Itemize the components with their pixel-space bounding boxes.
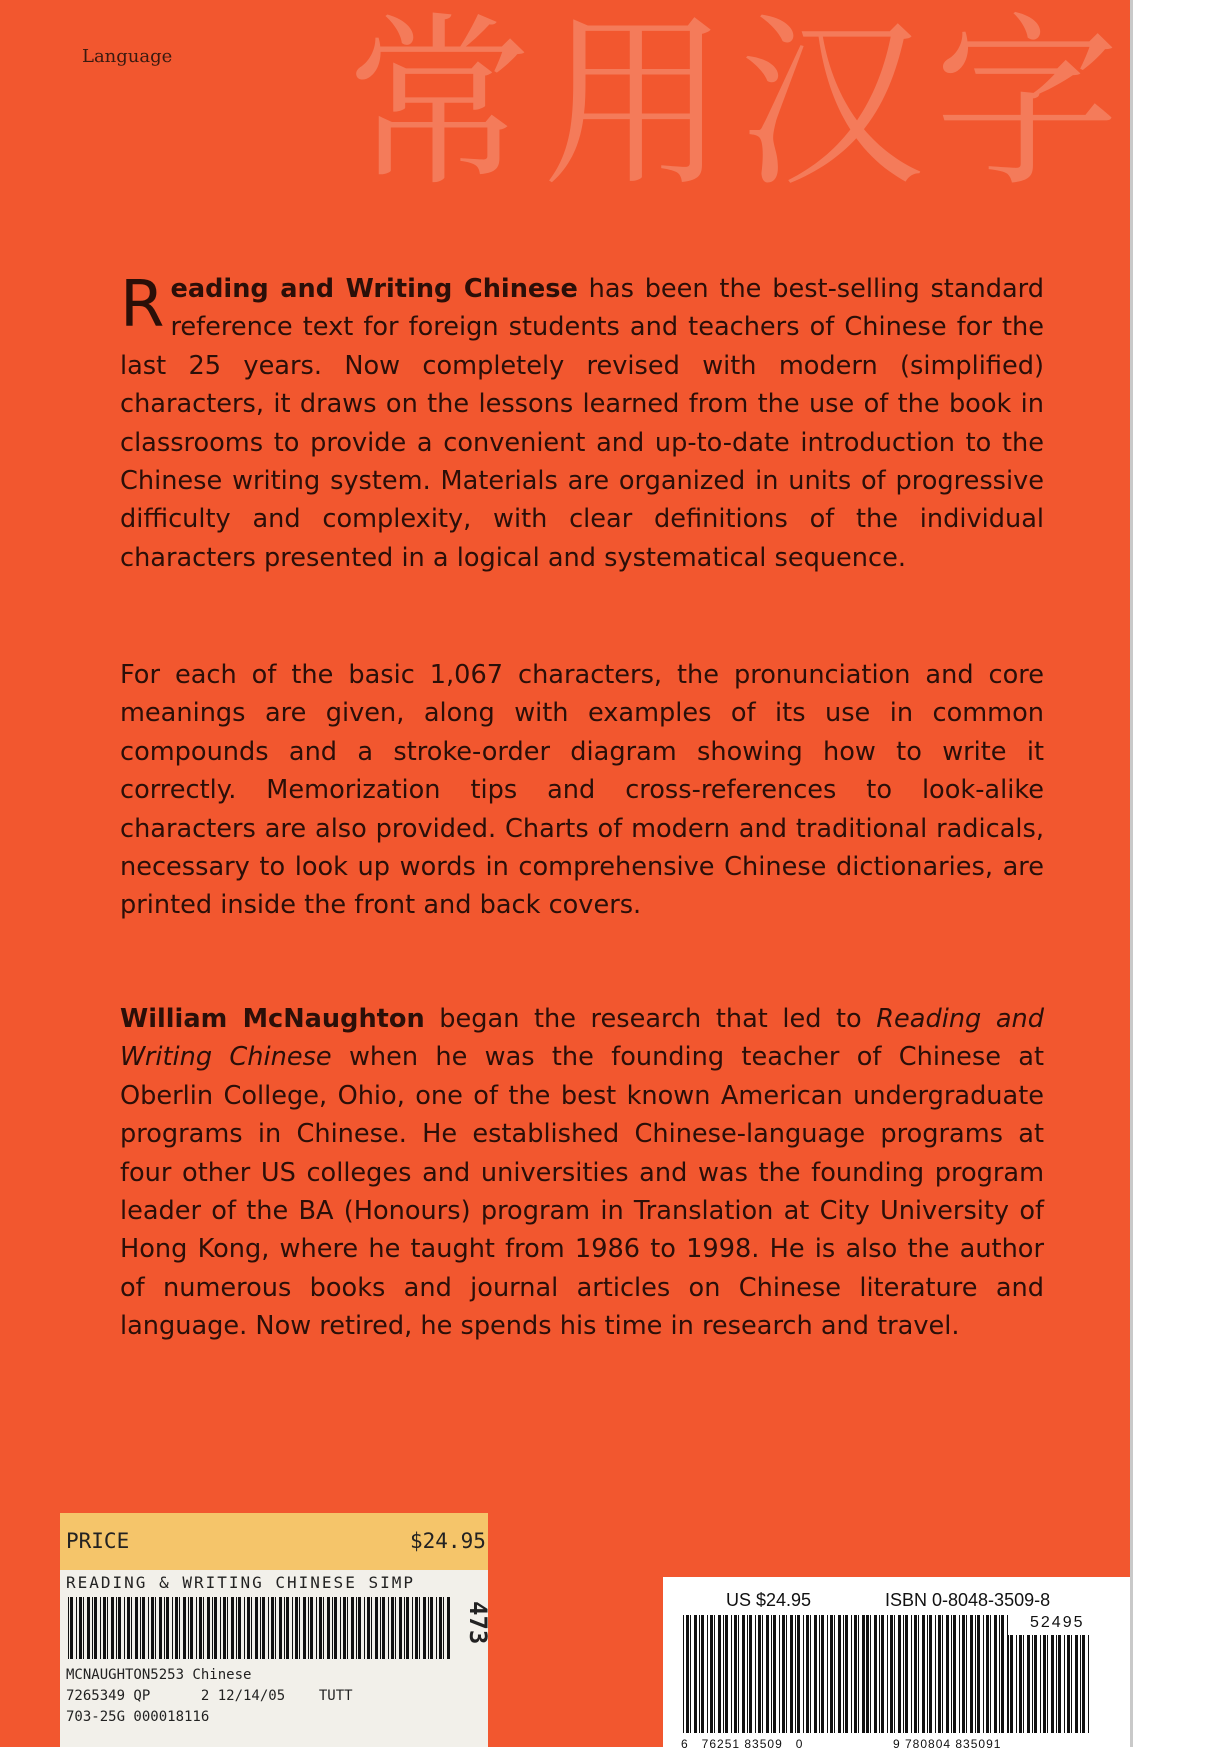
- ean-digits: 9 780804 835091: [893, 1737, 1002, 1751]
- barcode-bar: [1016, 1635, 1017, 1733]
- barcode-bar: [1034, 1635, 1037, 1733]
- barcode-bar: [999, 1615, 1000, 1733]
- barcode-bar: [244, 1597, 245, 1659]
- barcode-bar: [327, 1597, 330, 1659]
- barcode-bar: [131, 1597, 132, 1659]
- barcode-bar: [151, 1597, 154, 1659]
- barcode-bar: [707, 1615, 708, 1733]
- barcode-bar: [238, 1597, 241, 1659]
- barcode-bar: [1075, 1635, 1078, 1733]
- barcode-bar: [148, 1597, 149, 1659]
- barcode-bar: [382, 1597, 385, 1659]
- barcode-bar: [790, 1615, 793, 1733]
- barcode-bar: [172, 1597, 173, 1659]
- barcode-bar: [308, 1597, 309, 1659]
- barcode-bar: [946, 1615, 949, 1733]
- barcode-bar: [310, 1597, 313, 1659]
- isbn-barcode-box: [663, 1577, 1133, 1751]
- sticker-line-1: MCNAUGHTON5253 Chinese: [66, 1667, 252, 1683]
- barcode-bar: [854, 1615, 857, 1733]
- isbn-number: ISBN 0-8048-3509-8: [885, 1590, 1051, 1610]
- barcode-bar: [395, 1597, 396, 1659]
- barcode-bar: [262, 1597, 265, 1659]
- barcode-bar: [821, 1615, 824, 1733]
- description-paragraph-1: [120, 270, 1044, 577]
- barcode-bar: [766, 1615, 769, 1733]
- barcode-bar: [975, 1615, 976, 1733]
- barcode-bar: [953, 1615, 956, 1733]
- barcode-bar: [223, 1597, 226, 1659]
- book-title: eading and Writing Chinese: [170, 274, 578, 304]
- barcode-bar: [299, 1597, 300, 1659]
- barcode-bar: [292, 1597, 293, 1659]
- barcode-bar: [406, 1597, 409, 1659]
- barcode-bar: [343, 1597, 346, 1659]
- barcode-bar: [723, 1615, 724, 1733]
- barcode-bar: [103, 1597, 106, 1659]
- barcode-bar: [718, 1615, 721, 1733]
- barcode-bar: [1051, 1635, 1054, 1733]
- barcode-bar: [879, 1615, 880, 1733]
- barcode-bar: [962, 1615, 965, 1733]
- barcode-bar: [890, 1615, 893, 1733]
- price-sticker: [60, 1513, 492, 1747]
- barcode-bar: [797, 1615, 800, 1733]
- barcode-bar: [725, 1615, 728, 1733]
- barcode-bar: [966, 1615, 967, 1733]
- barcode-bar: [423, 1597, 426, 1659]
- barcode-bar: [918, 1615, 919, 1733]
- barcode-bar: [951, 1615, 952, 1733]
- barcode-bar: [404, 1597, 405, 1659]
- addon-digits: 52495: [1030, 1614, 1085, 1631]
- barcode-bar: [127, 1597, 130, 1659]
- barcode-bar: [742, 1615, 745, 1733]
- barcode-bar: [415, 1597, 418, 1659]
- barcode-bar: [436, 1597, 437, 1659]
- barcode-bar: [699, 1615, 700, 1733]
- barcode-bar: [819, 1615, 820, 1733]
- barcode-bar: [1071, 1635, 1072, 1733]
- barcode-bar: [207, 1597, 210, 1659]
- barcode-bar: [443, 1597, 444, 1659]
- barcode-bar: [271, 1597, 274, 1659]
- barcode-bar: [905, 1615, 908, 1733]
- barcode-bar: [428, 1597, 429, 1659]
- category-label: Language: [82, 46, 173, 67]
- author-name: William McNaughton: [120, 1004, 425, 1034]
- barcode-bar: [116, 1597, 117, 1659]
- barcode-bar: [755, 1615, 756, 1733]
- sticker-line-2: 7265349 QP 2 12/14/05 TUTT: [66, 1688, 353, 1704]
- barcode-bar: [686, 1615, 689, 1733]
- barcode-bar: [380, 1597, 381, 1659]
- upc-digits: 6 76251 83509 0: [681, 1737, 804, 1751]
- barcode-bar: [714, 1615, 715, 1733]
- barcode-bar: [977, 1615, 980, 1733]
- barcode-bar: [183, 1597, 186, 1659]
- barcode-bar: [199, 1597, 202, 1659]
- barcode-bar: [319, 1597, 322, 1659]
- barcode-bar: [1080, 1635, 1081, 1733]
- barcode-bar: [1032, 1635, 1033, 1733]
- barcode-bar: [731, 1615, 732, 1733]
- barcode-bar: [903, 1615, 904, 1733]
- barcode-bar: [260, 1597, 261, 1659]
- barcode-bar: [190, 1597, 193, 1659]
- barcode-bar: [830, 1615, 833, 1733]
- barcode-bar: [983, 1615, 984, 1733]
- barcode-bar: [196, 1597, 197, 1659]
- sticker-line-3: 703-25G 000018116: [66, 1709, 210, 1725]
- barcode-bar: [92, 1597, 93, 1659]
- price-value: $24.95: [410, 1529, 486, 1553]
- barcode-bar: [749, 1615, 752, 1733]
- barcode-bar: [79, 1597, 82, 1659]
- barcode-bar: [419, 1597, 420, 1659]
- barcode-bar: [347, 1597, 348, 1659]
- barcode-bar: [303, 1597, 306, 1659]
- ean-barcode: [863, 1615, 1013, 1733]
- barcode-bar: [231, 1597, 234, 1659]
- barcode-bar: [155, 1597, 156, 1659]
- barcode-bar: [942, 1615, 943, 1733]
- barcode-bar: [70, 1597, 73, 1659]
- description-text-1: has been the best-selling standard reference text for foreign students and teachers of Chinese for the last 25 years. Now completely revised with modern (simplified) characters, it draws on the lessons learned from the use of the book in classrooms to provide a convenient and up-to-date introduction to the Chinese writing system. Materials are organized in units of progressive difficulty and complexity, with clear definitions of the individual characters presented in a logical and systematical sequence.: [120, 274, 1044, 573]
- barcode-bar: [388, 1597, 389, 1659]
- author-bio: [120, 1000, 1044, 1346]
- barcode-bar: [94, 1597, 97, 1659]
- barcode-bar: [858, 1615, 859, 1733]
- barcode-bar: [164, 1597, 165, 1659]
- barcode-bar: [870, 1615, 871, 1733]
- barcode-bar: [214, 1597, 217, 1659]
- barcode-bar: [83, 1597, 84, 1659]
- sticker-title: READING & WRITING CHINESE SIMP: [66, 1573, 415, 1592]
- barcode-bar: [166, 1597, 169, 1659]
- barcode-bar: [1064, 1635, 1065, 1733]
- barcode-bar: [1043, 1635, 1046, 1733]
- barcode-bar: [107, 1597, 108, 1659]
- barcode-bar: [929, 1615, 932, 1733]
- description-paragraph-2: For each of the basic 1,067 characters, the pronunciation and core meanings are given, along with examples of its use in common compounds and a stroke-order diagram showing how to write it correctly. Memorization tips and cross-references to look-alike characters are also provided. Charts of modern and traditional radicals, necessary to look up words in comprehensive Chinese dictionaries, are printed inside the front and back covers.: [120, 660, 1044, 921]
- barcode-bar: [323, 1597, 324, 1659]
- drop-cap: R: [120, 268, 165, 342]
- barcode-bar: [1056, 1635, 1057, 1733]
- barcode-bar: [938, 1615, 941, 1733]
- author-bio-book-title: Reading and Writing Chinese: [120, 1004, 1045, 1073]
- barcode-bar: [782, 1615, 785, 1733]
- barcode-bar: [1023, 1635, 1024, 1733]
- barcode-bar: [1082, 1635, 1085, 1733]
- barcode-bar: [175, 1597, 178, 1659]
- barcode-bar: [898, 1615, 901, 1733]
- barcode-bar: [118, 1597, 121, 1659]
- barcode-bar: [430, 1597, 433, 1659]
- barcode-bar: [351, 1597, 354, 1659]
- barcode-bar: [843, 1615, 844, 1733]
- barcode-bar: [68, 1597, 69, 1659]
- barcode-bar: [447, 1597, 450, 1659]
- barcode-bar: [1001, 1615, 1004, 1733]
- barcode-bar: [922, 1615, 925, 1733]
- barcode-bar: [845, 1615, 848, 1733]
- barcode-bar: [399, 1597, 402, 1659]
- barcode-bar: [286, 1597, 289, 1659]
- barcode-bar: [701, 1615, 704, 1733]
- barcode-bar: [179, 1597, 180, 1659]
- barcode-bar: [914, 1615, 917, 1733]
- barcode-bar: [371, 1597, 372, 1659]
- barcode-bar: [188, 1597, 189, 1659]
- barcode-bar: [881, 1615, 884, 1733]
- barcode-bar: [356, 1597, 357, 1659]
- barcode-bar: [284, 1597, 285, 1659]
- barcode-bar: [375, 1597, 378, 1659]
- barcode-bar: [834, 1615, 835, 1733]
- barcode-bar: [212, 1597, 213, 1659]
- barcode-bar: [76, 1597, 77, 1659]
- upc-barcode: [683, 1615, 868, 1733]
- barcode-bar: [927, 1615, 928, 1733]
- barcode-bar: [87, 1597, 90, 1659]
- barcode-bar: [439, 1597, 442, 1659]
- barcode-bar: [227, 1597, 228, 1659]
- sticker-code: 473: [464, 1601, 492, 1645]
- us-price: US $24.95: [726, 1590, 812, 1610]
- barcode-bar: [771, 1615, 772, 1733]
- barcode-bar: [683, 1615, 684, 1733]
- barcode-bar: [894, 1615, 895, 1733]
- barcode-bar: [111, 1597, 114, 1659]
- barcode-bar: [990, 1615, 991, 1733]
- barcode-bar: [810, 1615, 811, 1733]
- barcode-bar: [1040, 1635, 1041, 1733]
- barcode-bar: [100, 1597, 101, 1659]
- barcode-bar: [874, 1615, 877, 1733]
- barcode-bar: [747, 1615, 748, 1733]
- barcode-bar: [247, 1597, 250, 1659]
- barcode-bar: [838, 1615, 841, 1733]
- barcode-bar: [779, 1615, 780, 1733]
- barcode-bar: [334, 1597, 337, 1659]
- barcode-bar: [795, 1615, 796, 1733]
- barcode-bar: [734, 1615, 737, 1733]
- barcode-bar: [391, 1597, 394, 1659]
- addon-barcode: [1008, 1635, 1093, 1733]
- barcode-bar: [236, 1597, 237, 1659]
- barcode-bar: [124, 1597, 125, 1659]
- barcode-bar: [159, 1597, 162, 1659]
- barcode-bar: [970, 1615, 973, 1733]
- barcode-bar: [251, 1597, 252, 1659]
- barcode-bar: [738, 1615, 739, 1733]
- barcode-bar: [367, 1597, 370, 1659]
- barcode-bar: [135, 1597, 138, 1659]
- barcode-bar: [295, 1597, 298, 1659]
- barcode-bar: [710, 1615, 713, 1733]
- barcode-bar: [1088, 1635, 1089, 1733]
- barcode-bar: [1008, 1635, 1009, 1733]
- barcode-bar: [279, 1597, 282, 1659]
- page-edge: [1130, 0, 1211, 1747]
- barcode-bar: [762, 1615, 763, 1733]
- barcode-bar: [827, 1615, 828, 1733]
- barcode-bar: [851, 1615, 852, 1733]
- barcode-bar: [994, 1615, 997, 1733]
- barcode-bar: [358, 1597, 361, 1659]
- barcode-bar: [364, 1597, 365, 1659]
- barcode-bar: [959, 1615, 960, 1733]
- barcode-bar: [814, 1615, 817, 1733]
- author-bio-text-1: began the research that led to: [424, 1004, 877, 1034]
- barcode-bar: [911, 1615, 912, 1733]
- barcode-bar: [412, 1597, 413, 1659]
- barcode-bar: [316, 1597, 317, 1659]
- barcode-bar: [986, 1615, 989, 1733]
- barcode-bar: [758, 1615, 761, 1733]
- barcode-bar: [340, 1597, 341, 1659]
- barcode-bar: [786, 1615, 787, 1733]
- barcode-bar: [866, 1615, 869, 1733]
- barcode-bar: [773, 1615, 776, 1733]
- barcode-bar: [268, 1597, 269, 1659]
- barcode-bar: [140, 1597, 141, 1659]
- barcode-bar: [1047, 1635, 1048, 1733]
- price-label: PRICE: [66, 1529, 130, 1553]
- barcode-bar: [275, 1597, 276, 1659]
- barcode-bar: [863, 1615, 864, 1733]
- barcode-bar: [694, 1615, 697, 1733]
- barcode-bar: [1010, 1635, 1013, 1733]
- chinese-watermark-title: 常用汉字: [346, 0, 1131, 212]
- barcode-bar: [935, 1615, 936, 1733]
- barcode-bar: [142, 1597, 145, 1659]
- barcode-bar: [887, 1615, 888, 1733]
- barcode-bar: [332, 1597, 333, 1659]
- barcode-bar: [203, 1597, 204, 1659]
- barcode-bar: [220, 1597, 221, 1659]
- author-bio-text-2: when he was the founding teacher of Chinese at Oberlin College, Ohio, one of the best known American undergraduate programs in Chinese. He established Chinese-language programs at four other US colleges and universities and was the founding program leader of the BA (Honours) program in Translation at City University of Hong Kong, where he taught from 1986 to 1998. He is also the author of numerous books and journal articles on Chinese literature and language. Now retired, he spends his time in research and travel.: [120, 1042, 1044, 1342]
- barcode-bar: [255, 1597, 258, 1659]
- barcode-bar: [690, 1615, 691, 1733]
- barcode-bar: [1058, 1635, 1061, 1733]
- barcode-bar: [806, 1615, 809, 1733]
- barcode-bar: [1067, 1635, 1070, 1733]
- price-band: [60, 1513, 488, 1570]
- barcode-bar: [803, 1615, 804, 1733]
- barcode-bar: [1019, 1635, 1022, 1733]
- barcode-bar: [1027, 1635, 1030, 1733]
